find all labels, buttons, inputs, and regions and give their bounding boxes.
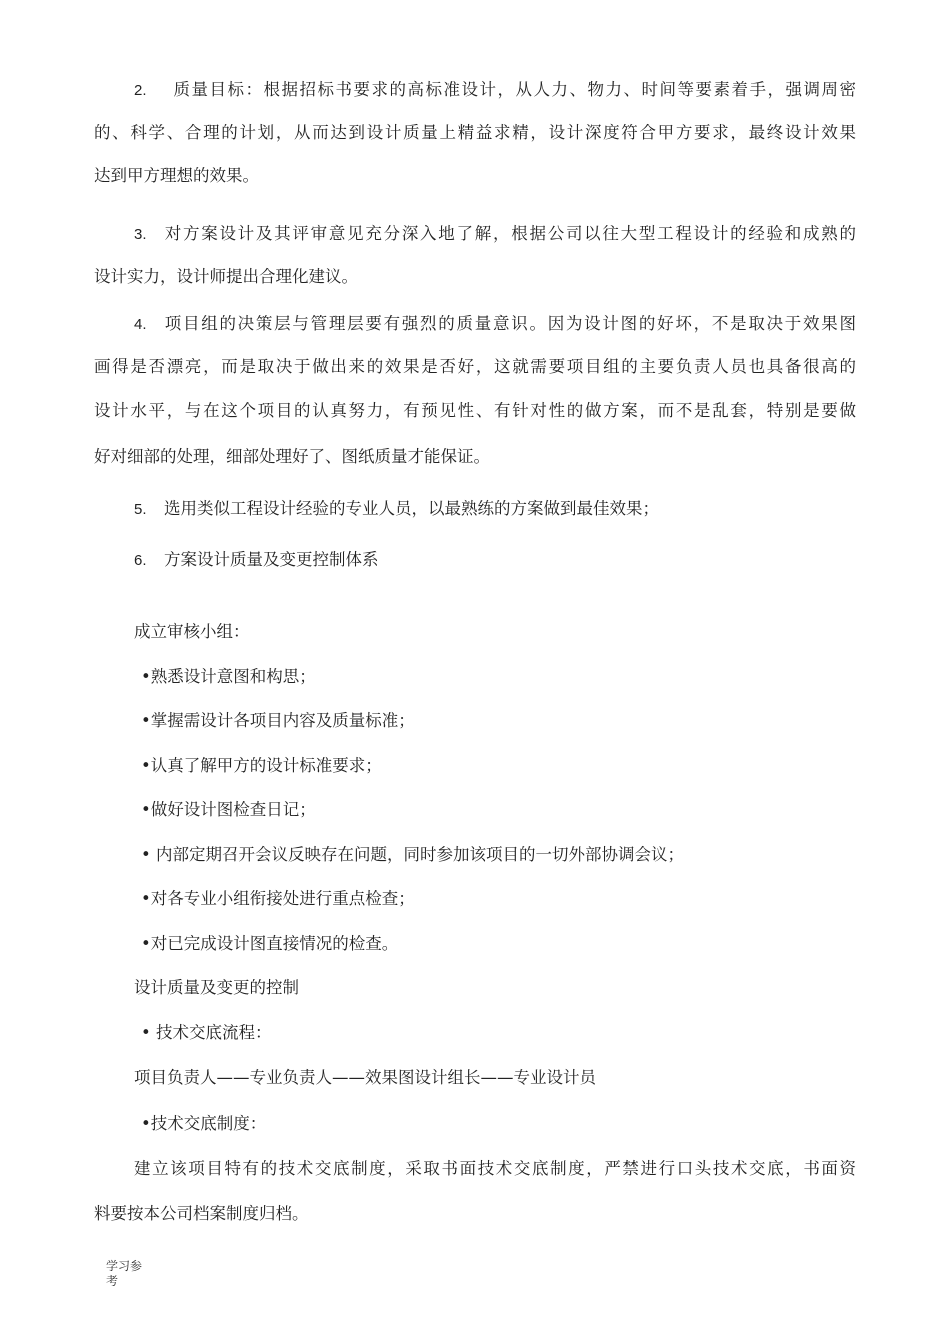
item-5-number: 5. bbox=[134, 501, 147, 518]
group-heading: 成立审核小组： bbox=[134, 622, 250, 641]
item-3-number: 3. bbox=[134, 226, 147, 243]
item-5-line-1 bbox=[134, 497, 659, 522]
flow-bullet: • 技术交底流程： bbox=[141, 1023, 272, 1042]
item-6-number: 6. bbox=[134, 552, 147, 569]
item-4-line-3: 设计水平，与在这个项目的认真努力，有预见性、有针对性的做方案，而不是乱套，特别是要做 bbox=[94, 401, 856, 420]
footer-line-1: 学习参 bbox=[106, 1259, 143, 1273]
item-2-line-2: 的、科学、合理的计划，从而达到设计质量上精益求精，设计深度符合甲方要求，最终设计效果 bbox=[94, 123, 856, 142]
bullet-item-7: •对已完成设计图直接情况的检查。 bbox=[141, 934, 399, 953]
footer-line-2: 考 bbox=[106, 1274, 119, 1288]
bullet-item-3: •认真了解甲方的设计标准要求； bbox=[141, 756, 382, 775]
item-3-line-2: 设计实力，设计师提出合理化建议。 bbox=[94, 267, 358, 286]
item-4-line-2: 画得是否漂亮，而是取决于做出来的效果是否好，这就需要项目组的主要负责人员也具备很高的 bbox=[94, 357, 856, 376]
control-heading: 设计质量及变更的控制 bbox=[134, 978, 299, 997]
item-4-line-4: 好对细部的处理，细部处理好了、图纸质量才能保证。 bbox=[94, 447, 490, 466]
flow-text: 项目负责人——专业负责人——效果图设计组长——专业设计员 bbox=[134, 1068, 596, 1087]
page-footer bbox=[106, 1259, 142, 1289]
bullet-item-2: •掌握需设计各项目内容及质量标准； bbox=[141, 711, 415, 730]
item-6-text: 方案设计质量及变更控制体系 bbox=[164, 550, 379, 569]
system-line-2: 料要按本公司档案制度归档。 bbox=[94, 1204, 309, 1223]
item-4-text: 项目组的决策层与管理层要有强烈的质量意识。因为设计图的好坏，不是取决于效果图 bbox=[163, 314, 856, 333]
item-4-line-1 bbox=[134, 312, 856, 337]
system-bullet: •技术交底制度： bbox=[141, 1114, 267, 1133]
item-2-text: 质量目标：根据招标书要求的高标准设计，从人力、物力、时间等要素着手，强调周密 bbox=[172, 80, 856, 99]
bullet-item-4: •做好设计图检查日记； bbox=[141, 800, 316, 819]
item-2-line-1 bbox=[134, 78, 856, 103]
item-2-line-3: 达到甲方理想的效果。 bbox=[94, 166, 259, 185]
system-line-1: 建立该项目特有的技术交底制度，采取书面技术交底制度，严禁进行口头技术交底，书面资 bbox=[134, 1159, 856, 1178]
item-4-number: 4. bbox=[134, 316, 147, 333]
bullet-item-5: • 内部定期召开会议反映存在问题，同时参加该项目的一切外部协调会议； bbox=[141, 845, 684, 864]
bullet-item-1: •熟悉设计意图和构思； bbox=[141, 667, 316, 686]
item-6-line-1 bbox=[134, 548, 379, 573]
bullet-item-6: •对各专业小组衔接处进行重点检查； bbox=[141, 889, 415, 908]
item-5-text: 选用类似工程设计经验的专业人员，以最熟练的方案做到最佳效果； bbox=[164, 499, 659, 518]
item-2-number: 2. bbox=[134, 82, 147, 99]
item-3-line-1 bbox=[134, 222, 856, 247]
item-3-text: 对方案设计及其评审意见充分深入地了解，根据公司以往大型工程设计的经验和成熟的 bbox=[163, 224, 856, 243]
